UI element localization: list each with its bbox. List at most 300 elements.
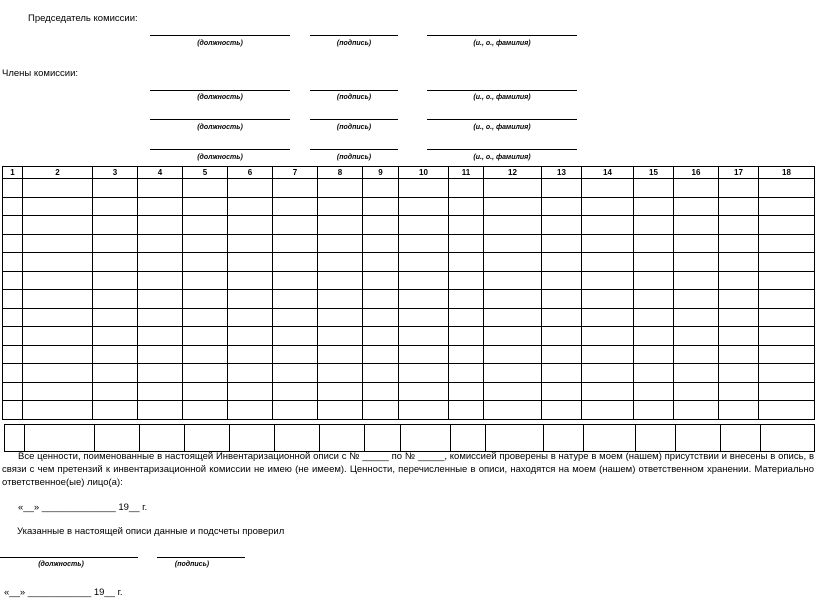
table-cell[interactable] [674,197,719,216]
table-cell[interactable] [634,382,674,401]
table-cell[interactable] [399,382,449,401]
table-cell[interactable] [719,401,759,420]
table-cell[interactable] [318,271,363,290]
table-cell[interactable] [634,308,674,327]
table-cell[interactable] [484,382,542,401]
totals-cell[interactable] [275,425,320,452]
table-cell[interactable] [318,179,363,198]
column-header: 8 [318,167,363,179]
table-cell[interactable] [582,401,634,420]
table-cell[interactable] [449,271,484,290]
totals-cell[interactable] [365,425,401,452]
checked-date[interactable]: «__» ____________ 19__ г. [4,587,123,598]
table-cell[interactable] [582,345,634,364]
table-cell[interactable] [93,179,138,198]
totals-strip [4,424,815,452]
table-cell[interactable] [363,271,399,290]
table-cell[interactable] [399,364,449,383]
table-cell[interactable] [183,382,228,401]
totals-cell[interactable] [5,425,25,452]
table-cell[interactable] [363,253,399,272]
table-cell[interactable] [138,308,183,327]
table-row [3,364,815,383]
table-cell[interactable] [138,197,183,216]
table-cell[interactable] [674,364,719,383]
table-cell[interactable] [228,216,273,235]
table-cell[interactable] [363,234,399,253]
table-cell[interactable] [363,327,399,346]
member-signature-caption: (подпись) [336,94,372,101]
table-cell[interactable] [23,401,93,420]
table-cell[interactable] [363,401,399,420]
table-cell[interactable] [399,197,449,216]
chairman-position-caption: (должность) [197,40,243,47]
table-cell[interactable] [183,308,228,327]
table-cell[interactable] [449,364,484,383]
table-row [3,234,815,253]
table-cell[interactable] [318,253,363,272]
table-cell[interactable] [399,179,449,198]
table-cell[interactable] [273,290,318,309]
column-header: 15 [634,167,674,179]
table-cell[interactable] [484,308,542,327]
table-cell[interactable] [273,234,318,253]
totals-row [5,425,815,452]
table-cell[interactable] [634,290,674,309]
totals-cell[interactable] [584,425,636,452]
member-position-line[interactable] [150,149,290,150]
table-cell[interactable] [138,179,183,198]
table-cell[interactable] [363,345,399,364]
table-cell[interactable] [93,345,138,364]
totals-cell[interactable] [185,425,230,452]
table-cell[interactable] [23,364,93,383]
column-header: 13 [542,167,582,179]
table-cell[interactable] [542,364,582,383]
table-cell[interactable] [542,197,582,216]
table-cell[interactable] [93,290,138,309]
table-cell[interactable] [3,197,23,216]
table-cell[interactable] [399,234,449,253]
table-cell[interactable] [634,401,674,420]
table-cell[interactable] [759,382,815,401]
table-cell[interactable] [582,234,634,253]
table-cell[interactable] [3,401,23,420]
table-cell[interactable] [23,271,93,290]
totals-cell[interactable] [761,425,815,452]
table-cell[interactable] [138,271,183,290]
table-cell[interactable] [759,197,815,216]
table-cell[interactable] [399,216,449,235]
table-cell[interactable] [318,308,363,327]
column-header: 9 [363,167,399,179]
table-cell[interactable] [449,253,484,272]
table-cell[interactable] [183,234,228,253]
table-cell[interactable] [183,364,228,383]
table-cell[interactable] [582,308,634,327]
table-cell[interactable] [3,216,23,235]
column-header: 1 [3,167,23,179]
table-cell[interactable] [759,234,815,253]
table-cell[interactable] [228,382,273,401]
table-cell[interactable] [228,364,273,383]
table-cell[interactable] [634,345,674,364]
table-cell[interactable] [183,179,228,198]
table-cell[interactable] [582,179,634,198]
totals-cell[interactable] [636,425,676,452]
table-cell[interactable] [228,271,273,290]
table-cell[interactable] [634,234,674,253]
totals-cell[interactable] [95,425,140,452]
table-row [3,253,815,272]
table-cell[interactable] [582,290,634,309]
table-cell[interactable] [318,401,363,420]
table-cell[interactable] [93,253,138,272]
table-cell[interactable] [183,271,228,290]
table-cell[interactable] [273,179,318,198]
table-cell[interactable] [363,197,399,216]
totals-cell[interactable] [25,425,95,452]
table-cell[interactable] [634,197,674,216]
table-cell[interactable] [93,271,138,290]
table-cell[interactable] [542,345,582,364]
table-cell[interactable] [273,401,318,420]
table-cell[interactable] [3,179,23,198]
chairman-position-line[interactable] [150,35,290,36]
table-cell[interactable] [318,234,363,253]
table-cell[interactable] [23,216,93,235]
table-cell[interactable] [93,234,138,253]
table-cell[interactable] [3,364,23,383]
table-cell[interactable] [719,216,759,235]
table-cell[interactable] [3,327,23,346]
table-header-row [3,167,815,179]
table-cell[interactable] [674,271,719,290]
column-header: 3 [93,167,138,179]
table-cell[interactable] [273,345,318,364]
table-cell[interactable] [23,290,93,309]
table-cell[interactable] [183,327,228,346]
table-cell[interactable] [759,179,815,198]
table-cell[interactable] [138,216,183,235]
member-position-caption: (должность) [197,154,243,161]
table-cell[interactable] [23,327,93,346]
table-cell[interactable] [183,345,228,364]
table-cell[interactable] [93,216,138,235]
table-cell[interactable] [138,382,183,401]
table-cell[interactable] [542,382,582,401]
table-cell[interactable] [363,290,399,309]
table-cell[interactable] [759,364,815,383]
table-cell[interactable] [484,253,542,272]
table-cell[interactable] [363,364,399,383]
table-cell[interactable] [318,364,363,383]
table-cell[interactable] [449,345,484,364]
table-cell[interactable] [582,253,634,272]
table-cell[interactable] [449,216,484,235]
table-cell[interactable] [138,234,183,253]
table-cell[interactable] [23,308,93,327]
table-cell[interactable] [542,179,582,198]
member-signature-caption: (подпись) [336,154,372,161]
table-cell[interactable] [719,253,759,272]
table-cell[interactable] [674,290,719,309]
table-cell[interactable] [582,216,634,235]
table-cell[interactable] [23,382,93,401]
table-cell[interactable] [542,327,582,346]
table-cell[interactable] [183,216,228,235]
table-row [3,401,815,420]
table-cell[interactable] [634,327,674,346]
table-cell[interactable] [449,327,484,346]
table-cell[interactable] [484,345,542,364]
table-cell[interactable] [183,197,228,216]
table-cell[interactable] [228,253,273,272]
table-cell[interactable] [138,327,183,346]
table-cell[interactable] [273,216,318,235]
column-header: 5 [183,167,228,179]
member-name-line[interactable] [427,90,577,91]
table-cell[interactable] [228,197,273,216]
table-cell[interactable] [273,308,318,327]
table-cell[interactable] [484,364,542,383]
table-cell[interactable] [719,364,759,383]
table-cell[interactable] [93,401,138,420]
table-cell[interactable] [363,382,399,401]
table-cell[interactable] [484,290,542,309]
table-cell[interactable] [582,382,634,401]
table-cell[interactable] [23,179,93,198]
table-cell[interactable] [138,290,183,309]
table-cell[interactable] [399,308,449,327]
table-row [3,271,815,290]
table-cell[interactable] [449,179,484,198]
table-cell[interactable] [719,271,759,290]
table-cell[interactable] [23,253,93,272]
table-cell[interactable] [138,364,183,383]
table-cell[interactable] [719,308,759,327]
table-cell[interactable] [318,216,363,235]
checked-position-line[interactable] [0,557,138,558]
table-cell[interactable] [674,253,719,272]
table-cell[interactable] [93,382,138,401]
table-cell[interactable] [634,179,674,198]
table-cell[interactable] [363,308,399,327]
chairman-name-line[interactable] [427,35,577,36]
table-cell[interactable] [363,216,399,235]
table-cell[interactable] [759,271,815,290]
table-cell[interactable] [674,308,719,327]
table-cell[interactable] [449,197,484,216]
table-cell[interactable] [138,401,183,420]
table-cell[interactable] [449,401,484,420]
totals-cell[interactable] [401,425,451,452]
table-cell[interactable] [484,401,542,420]
table-cell[interactable] [449,234,484,253]
table-cell[interactable] [273,253,318,272]
table-cell[interactable] [273,271,318,290]
table-cell[interactable] [634,253,674,272]
table-cell[interactable] [228,290,273,309]
column-header: 6 [228,167,273,179]
totals-cell[interactable] [544,425,584,452]
table-cell[interactable] [582,364,634,383]
table-cell[interactable] [542,253,582,272]
column-header: 12 [484,167,542,179]
table-cell[interactable] [634,364,674,383]
table-cell[interactable] [542,401,582,420]
table-cell[interactable] [3,308,23,327]
table-cell[interactable] [759,345,815,364]
table-cell[interactable] [3,345,23,364]
table-cell[interactable] [228,327,273,346]
table-cell[interactable] [273,382,318,401]
totals-cell[interactable] [230,425,275,452]
totals-cell[interactable] [451,425,486,452]
table-cell[interactable] [674,327,719,346]
table-cell[interactable] [228,308,273,327]
table-cell[interactable] [93,197,138,216]
table-cell[interactable] [484,234,542,253]
table-cell[interactable] [273,197,318,216]
table-cell[interactable] [674,401,719,420]
table-cell[interactable] [363,179,399,198]
chairman-name-caption: (и., о., фамилия) [473,40,531,47]
table-cell[interactable] [484,179,542,198]
chairman-signature-line[interactable] [310,35,398,36]
members-label: Члены комиссии: [2,68,79,79]
table-cell[interactable] [449,290,484,309]
table-cell[interactable] [228,345,273,364]
table-cell[interactable] [93,308,138,327]
table-cell[interactable] [759,401,815,420]
totals-cell[interactable] [320,425,365,452]
table-cell[interactable] [719,382,759,401]
table-cell[interactable] [399,271,449,290]
totals-cell[interactable] [486,425,544,452]
table-cell[interactable] [542,271,582,290]
table-cell[interactable] [542,308,582,327]
table-cell[interactable] [542,290,582,309]
table-cell[interactable] [183,401,228,420]
member-signature-line[interactable] [310,149,398,150]
table-cell[interactable] [674,179,719,198]
table-cell[interactable] [3,271,23,290]
table-cell[interactable] [759,216,815,235]
table-cell[interactable] [759,308,815,327]
table-cell[interactable] [228,234,273,253]
table-cell[interactable] [484,216,542,235]
table-cell[interactable] [399,290,449,309]
column-header: 14 [582,167,634,179]
member-name-line[interactable] [427,119,577,120]
table-cell[interactable] [674,234,719,253]
member-name-caption: (и., о., фамилия) [473,154,531,161]
table-cell[interactable] [138,345,183,364]
table-row [3,308,815,327]
checked-signature-line[interactable] [157,557,245,558]
table-cell[interactable] [484,197,542,216]
member-name-caption: (и., о., фамилия) [473,124,531,131]
column-header: 18 [759,167,815,179]
table-cell[interactable] [674,345,719,364]
table-cell[interactable] [719,345,759,364]
table-row [3,290,815,309]
table-cell[interactable] [634,216,674,235]
table-cell[interactable] [719,197,759,216]
member-signature-caption: (подпись) [336,124,372,131]
table-cell[interactable] [484,271,542,290]
member-signature-line[interactable] [310,119,398,120]
member-position-line[interactable] [150,90,290,91]
table-cell[interactable] [23,345,93,364]
table-cell[interactable] [542,216,582,235]
table-cell[interactable] [318,197,363,216]
table-cell[interactable] [449,308,484,327]
member-name-caption: (и., о., фамилия) [473,94,531,101]
table-cell[interactable] [3,382,23,401]
table-cell[interactable] [759,327,815,346]
table-cell[interactable] [399,401,449,420]
table-row [3,382,815,401]
member-name-line[interactable] [427,149,577,150]
table-cell[interactable] [399,253,449,272]
totals-cell[interactable] [721,425,761,452]
table-cell[interactable] [3,290,23,309]
table-cell[interactable] [484,327,542,346]
table-cell[interactable] [93,364,138,383]
table-cell[interactable] [719,290,759,309]
table-cell[interactable] [674,216,719,235]
member-position-line[interactable] [150,119,290,120]
table-cell[interactable] [93,327,138,346]
table-cell[interactable] [23,234,93,253]
table-cell[interactable] [318,327,363,346]
member-signature-line[interactable] [310,90,398,91]
table-cell[interactable] [759,253,815,272]
table-cell[interactable] [138,253,183,272]
table-cell[interactable] [183,290,228,309]
table-cell[interactable] [399,327,449,346]
table-cell[interactable] [582,271,634,290]
table-cell[interactable] [318,345,363,364]
table-cell[interactable] [3,253,23,272]
totals-cell[interactable] [140,425,185,452]
table-cell[interactable] [719,327,759,346]
table-cell[interactable] [542,234,582,253]
table-cell[interactable] [399,345,449,364]
table-cell[interactable] [582,197,634,216]
totals-cell[interactable] [676,425,721,452]
table-cell[interactable] [719,234,759,253]
table-cell[interactable] [228,401,273,420]
table-cell[interactable] [582,327,634,346]
table-cell[interactable] [183,253,228,272]
table-cell[interactable] [318,382,363,401]
table-cell[interactable] [449,382,484,401]
statement-date[interactable]: «__» ______________ 19__ г. [18,502,148,513]
table-cell[interactable] [674,382,719,401]
table-cell[interactable] [23,197,93,216]
table-cell[interactable] [3,234,23,253]
table-cell[interactable] [318,290,363,309]
table-cell[interactable] [634,271,674,290]
table-cell[interactable] [759,290,815,309]
table-cell[interactable] [273,364,318,383]
table-cell[interactable] [719,179,759,198]
table-cell[interactable] [228,179,273,198]
table-cell[interactable] [273,327,318,346]
